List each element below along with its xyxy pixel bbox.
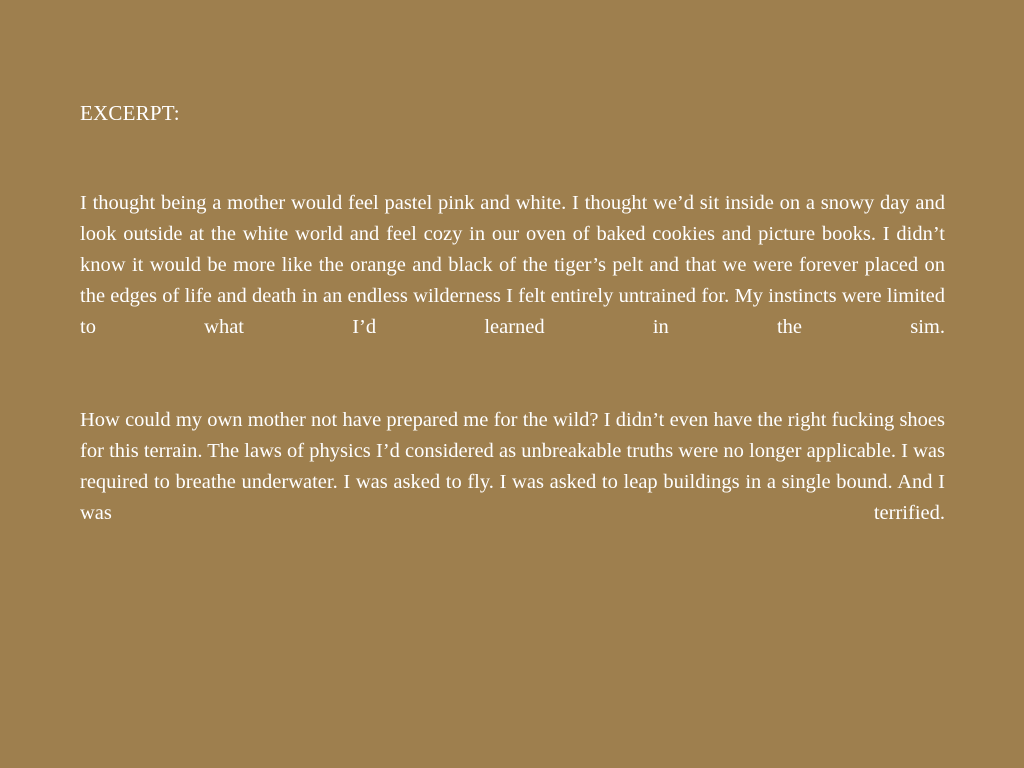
excerpt-paragraph-1: I thought being a mother would feel pastel pink and white. I thought we’d sit inside on a snowy day and look outside at the white world and feel cozy in our oven of baked cookies and picture books. I didn’t know it would be more like the orange and black of the tiger’s pelt and that we were forever placed on the edges of life and death in an endless wilderness I felt entirely untrained for. My instincts were limited to what I’d learned in the sim. (80, 192, 945, 339)
excerpt-body (80, 188, 944, 560)
excerpt-paragraph-2: How could my own mother not have prepared me for the wild? I didn’t even have the right fucking shoes for this terrain. The laws of physics I’d considered as unbreakable truths were no longer applicable. I was required to breathe underwater. I was asked to fly. I was asked to leap buildings in a single bound. And I was terrified. (80, 409, 945, 525)
excerpt-heading: EXCERPT: (80, 101, 180, 125)
